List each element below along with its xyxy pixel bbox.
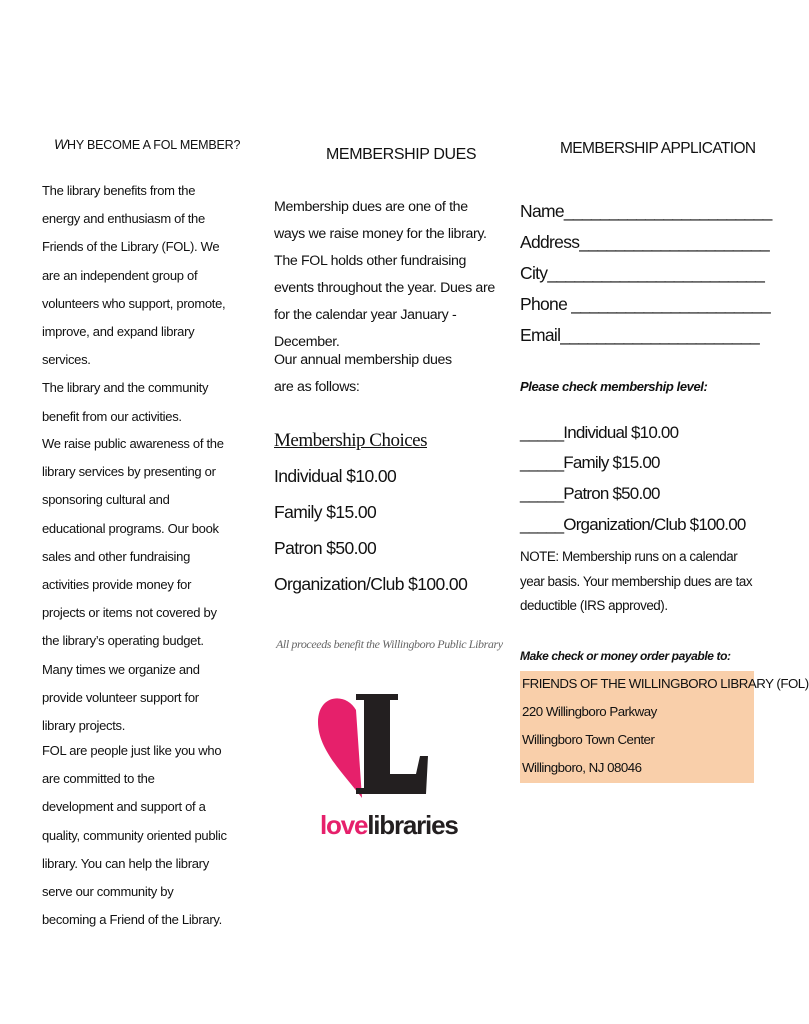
- membership-choices-title: Membership Choices: [274, 430, 428, 451]
- address-line-center: Willingboro Town Center: [522, 732, 655, 747]
- phone-field[interactable]: Phone ______________________: [520, 294, 770, 314]
- logo-wordmark: [320, 810, 458, 841]
- please-check-label: Please check membership level:: [520, 379, 708, 394]
- why-paragraph-3-block: [42, 430, 227, 740]
- city-field[interactable]: City________________________: [520, 263, 765, 283]
- why-paragraph-1: The library benefits from the energy and enthusiasm of the Friends of the Library (FOL). We are an independent group of volunteers who support, promote, improve, and expand library services.: [42, 183, 226, 368]
- address-line-city: Willingboro, NJ 08046: [522, 760, 642, 775]
- why-paragraph-3: We raise public awareness of the library services by presenting or sponsoring cultural and educational programs. Our book sales and other fundraising activities provide money for projects or items not covered by the library’s operating budget. Many times we organize and provide volunteer support for library projects.: [42, 436, 224, 734]
- dues-paragraph-2-block: [274, 347, 474, 401]
- choice-individual: Individual $10.00: [274, 466, 397, 486]
- email-field[interactable]: Email______________________: [520, 325, 759, 345]
- choice-organization: Organization/Club $100.00: [274, 574, 468, 594]
- level-organization-checkline[interactable]: _____Organization/Club $100.00: [520, 515, 746, 534]
- address-line-organization: FRIENDS OF THE WILLINGBORO LIBRARY (FOL): [522, 676, 809, 691]
- choice-family: Family $15.00: [274, 502, 377, 522]
- choice-patron: Patron $50.00: [274, 538, 377, 558]
- dues-paragraph-2: Our annual membership dues are as follows:: [274, 352, 452, 395]
- application-heading: MEMBERSHIP APPLICATION: [560, 140, 756, 157]
- address-line-street: 220 Willingboro Parkway: [522, 704, 657, 719]
- logo-word-libraries: libraries: [367, 810, 458, 840]
- level-family-checkline[interactable]: _____Family $15.00: [520, 453, 660, 472]
- membership-note: NOTE: Membership runs on a calendar year basis. Your membership dues are tax deductible (IRS approved).: [520, 549, 753, 613]
- address-field[interactable]: Address_____________________: [520, 232, 769, 252]
- why-heading-rest: HY BECOME A FOL MEMBER?: [67, 138, 241, 152]
- dues-heading: MEMBERSHIP DUES: [326, 146, 477, 163]
- dues-paragraph-1: Membership dues are one of the ways we raise money for the library. The FOL holds other fundraising events throughout the year. Dues are for the calendar year January - December.: [274, 199, 495, 350]
- level-individual-checkline[interactable]: _____Individual $10.00: [520, 423, 679, 442]
- logo-word-love: love: [320, 810, 368, 840]
- proceeds-note: All proceeds benefit the Willingboro Public Library: [276, 637, 503, 651]
- heart-icon: [318, 698, 362, 798]
- level-patron-checkline[interactable]: _____Patron $50.00: [520, 484, 660, 503]
- logo-letter-l-icon: [356, 694, 428, 794]
- dues-paragraph-1-block: [274, 194, 499, 356]
- why-paragraph-4-block: [42, 737, 227, 934]
- why-paragraph-4: FOL are people just like you who are committed to the development and support of a quality, community oriented public library. You can help the library serve our community by becoming a Friend of the Library.: [42, 743, 227, 928]
- why-heading-initial: W: [54, 136, 68, 152]
- payable-address-box: [520, 671, 809, 783]
- why-paragraph-1-block: [42, 177, 227, 431]
- why-paragraph-2: The library and the community benefit from our activities.: [42, 380, 209, 424]
- payable-label: Make check or money order payable to:: [520, 649, 731, 663]
- why-heading: [54, 136, 240, 152]
- name-field[interactable]: Name_______________________: [520, 201, 772, 221]
